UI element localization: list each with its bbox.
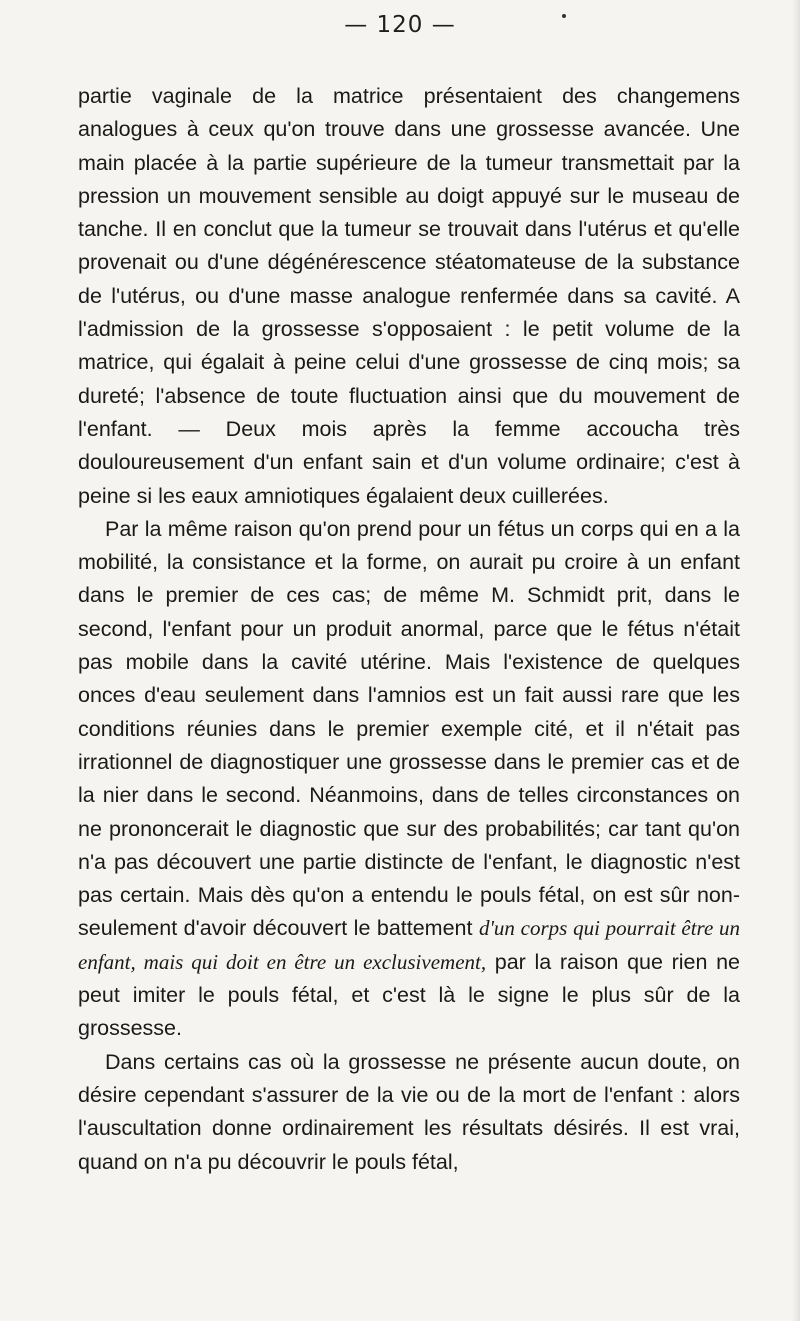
paragraph-2-italic: d'un corps qui pourrait être un enfant, mais qui doit en être un exclusivement, — [78, 916, 740, 974]
paragraph-2-start: Par la même raison qu'on prend pour un fétus un corps qui en a la mobilité, la consistance et la forme, on aurait pu croire à un enfant dans le premier de ces cas; de même M. Schmidt prit, dans le second, l'enfant pour un produit anormal, parce que le fétus n'était pas mobile dans la cavité utérine. Mais l'existence de quelques onces d'eau seulement dans l'amnios est un fait aussi rare que les conditions réunies dans le premier exemple cité, et il n'était pas irrationnel de diagnostiquer une grossesse dans le premier cas et de la nier dans le second. Néanmoins, dans de telles circonstances on ne prononcerait le diagnostic que sur des probabilités; car tant qu'on n'a pas découvert une partie distincte de l'enfant, le diagnostic n'est pas certain. Mais dès qu'on a entendu le pouls fétal, on est sûr non-seulement d'avoir découvert le battement — [78, 516, 740, 941]
paragraph-2-end: par la raison que rien ne peut imiter le pouls fétal, et c'est là le signe le plus sûr de la grossesse. — [78, 949, 741, 1041]
page-edge-shadow — [792, 0, 800, 1321]
paragraph-1: partie vaginale de la matrice présentaient des changemens analogues à ceux qu'on trouve dans une grossesse avancée. Une main placée à la partie supérieure de la tumeur transmettait par la pression un mouvement sensible au doigt appuyé sur le museau de tanche. Il en conclut que la tumeur se trouvait dans l'utérus et qu'elle provenait ou d'une dégénérescence stéatomateuse de la substance de l'utérus, ou d'une masse analogue renfermée dans sa cavité. A l'admission de la grossesse s'opposaient : le petit volume de la matrice, qui égalait à peine celui d'une grossesse de cinq mois; sa dureté; l'absence de toute fluctuation ainsi que du mouvement de l'enfant. — Deux mois après la femme accoucha très douloureusement d'un enfant sain et d'un volume ordinaire; c'est à peine si les eaux amniotiques égalaient deux cuillerées. — [78, 84, 740, 508]
paragraph-3: Dans certains cas où la grossesse ne présente aucun doute, on désire cependant s'assurer de la vie ou de la mort de l'enfant : alors l'auscultation donne ordinairement les résultats désirés. Il est vrai, quand on n'a pu découvrir le pouls fétal, — [78, 1049, 740, 1174]
page-number: — 120 — — [344, 12, 456, 38]
print-speck — [562, 14, 566, 18]
page-body — [78, 80, 740, 1179]
paragraph-2 — [78, 513, 740, 1046]
